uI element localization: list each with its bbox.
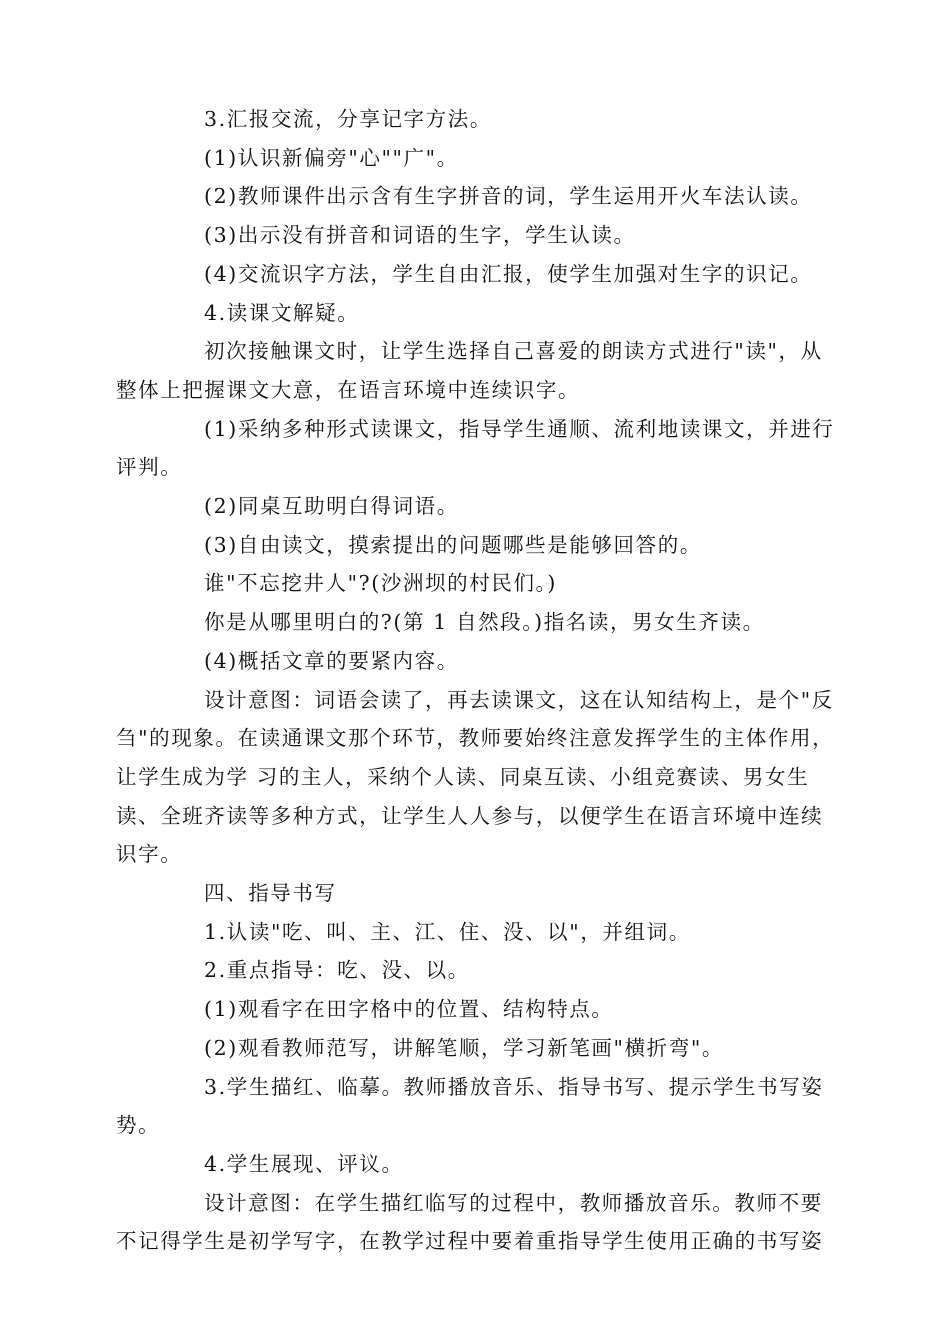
paragraph-17: 2.重点指导：吃、没、以。 bbox=[204, 958, 470, 983]
paragraph-10: (3)自由读文，摸索提出的问题哪些是能够回答的。 bbox=[204, 532, 702, 557]
paragraph-12: 你是从哪里明白的?(第 1 自然段。)指名读，男女生齐读。 bbox=[204, 610, 765, 635]
paragraph-5: (4)交流识字方法，学生自由汇报，使学生加强对生字的识记。 bbox=[204, 261, 813, 286]
paragraph-14: 设计意图：词语会读了，再去读课文，这在认知结构上，是个"反刍"的现象。在读通课文那个环节，教师要始终注意发挥学生的主体作用，让学生成为学 习的主人，采纳个人读、同桌互读、小组竞赛读、男女生读、全班齐读等多种方式，让学生人人参与，以便学生在语言环境中连续识字。 bbox=[116, 687, 835, 867]
paragraph-13: (4)概括文章的要紧内容。 bbox=[204, 648, 459, 673]
paragraph-4: (3)出示没有拼音和词语的生字，学生认读。 bbox=[204, 223, 636, 248]
paragraph-20: 3.学生描红、临摹。教师播放音乐、指导书写、提示学生书写姿势。 bbox=[116, 1074, 824, 1138]
paragraph-21: 4.学生展现、评议。 bbox=[204, 1151, 404, 1176]
paragraph-6: 4.读课文解疑。 bbox=[204, 300, 360, 325]
paragraph-22: 设计意图：在学生描红临写的过程中，教师播放音乐。教师不要不记得学生是初学写字，在教学过程中要着重指导学生使用正确的书写姿 bbox=[116, 1190, 824, 1254]
paragraph-1: 3.汇报交流，分享记字方法。 bbox=[204, 107, 492, 131]
paragraph-7: 初次接触课文时，让学生选择自己喜爱的朗读方式进行"读"，从整体上把握课文大意，在语言环境中连续识字。 bbox=[116, 339, 823, 402]
paragraph-16: 1.认读"吃、叫、主、江、住、没、以"，并组词。 bbox=[204, 919, 691, 944]
paragraph-19: (2)观看教师范写，讲解笔顺，学习新笔画"横折弯"。 bbox=[204, 1035, 724, 1060]
paragraph-11: 谁"不忘挖井人"?(沙洲坝的村民们。) bbox=[204, 571, 557, 596]
paragraph-2: (1)认识新偏旁"心""广"。 bbox=[204, 145, 459, 170]
paragraph-9: (2)同桌互助明白得词语。 bbox=[204, 494, 459, 519]
paragraph-8: (1)采纳多种形式读课文，指导学生通顺、流利地读课文，并进行评判。 bbox=[116, 416, 835, 480]
paragraph-3: (2)教师课件出示含有生字拼音的词，学生运用开火车法认读。 bbox=[204, 184, 813, 209]
document-body bbox=[116, 100, 842, 1261]
paragraph-18: (1)观看字在田字格中的位置、结构特点。 bbox=[204, 997, 614, 1022]
paragraph-15: 四、指导书写 bbox=[204, 881, 337, 906]
